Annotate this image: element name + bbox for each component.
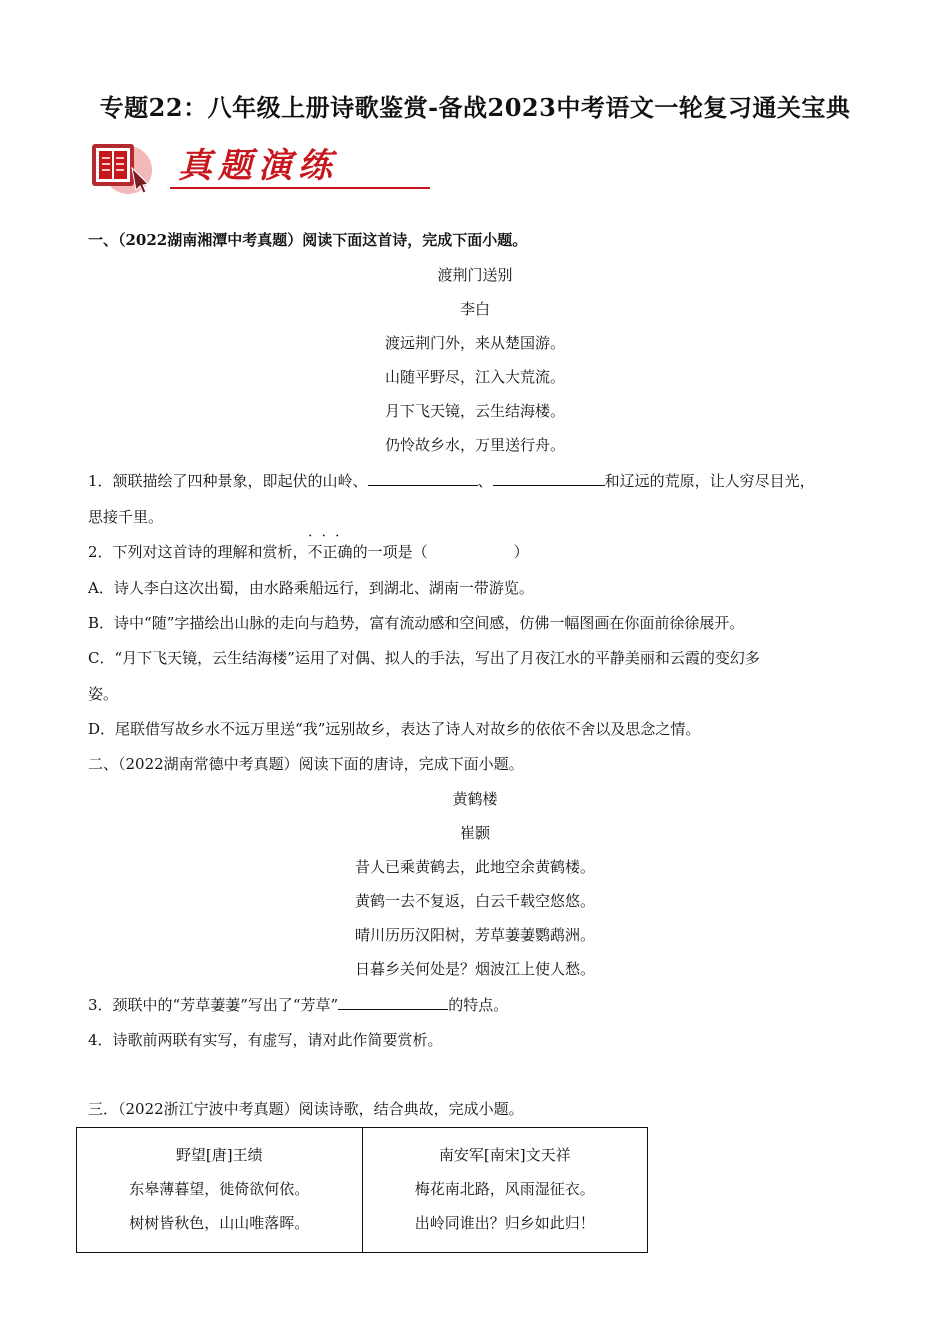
- answer-blank[interactable]: [368, 470, 478, 486]
- question-1: 1．颔联描绘了四种景象，即起伏的山岭、 、 和辽远的荒原，让人穷尽目光，: [88, 472, 815, 490]
- q3-header: 三．（2022浙江宁波中考真题）阅读诗歌，结合典故，完成小题。: [88, 1100, 524, 1118]
- q1-poem-line: 渡远荆门外，来从楚国游。: [384, 334, 565, 352]
- q2-header: 二、（2022湖南常德中考真题）阅读下面的唐诗，完成下面小题。: [88, 755, 524, 773]
- option-a: A．诗人李白这次出蜀，由水路乘船远行，到湖北、湖南一带游览。: [88, 579, 534, 597]
- poem-heading: 南安军[南宋]文天祥: [438, 1146, 571, 1164]
- option-c-cont: 姿。: [88, 685, 119, 703]
- poem-heading: 野望[唐]王绩: [175, 1146, 263, 1164]
- q1-poem-line: 月下飞天镜，云生结海楼。: [384, 402, 565, 420]
- q1-poem-line: 仍怜故乡水，万里送行舟。: [384, 436, 565, 454]
- banner-title: 真题演练: [178, 146, 338, 186]
- emphasis-text: 不正确 • • •: [308, 543, 353, 561]
- q1-poem-line: 山随平野尽，江入大荒流。: [384, 368, 565, 386]
- book-icon: [88, 134, 160, 196]
- section-banner: [88, 134, 348, 196]
- q1-poem-author: 李白: [459, 300, 490, 318]
- q1-poem-title: 渡荆门送别: [437, 266, 513, 284]
- question-3: 3．颈联中的“芳草萋萋”写出了“芳草” 的特点。: [88, 996, 509, 1014]
- answer-blank[interactable]: [493, 470, 605, 486]
- poem-comparison-table: [76, 1127, 648, 1253]
- poem-line: 梅花南北路，风雨湿征衣。: [414, 1180, 595, 1198]
- option-c: C．“月下飞天镜，云生结海楼”运用了对偶、拟人的手法，写出了月夜江水的平静美丽和云霞的变幻多: [88, 649, 760, 667]
- poem-line: 树树皆秋色，山山唯落晖。: [129, 1214, 310, 1232]
- page-title: 专题22：八年级上册诗歌鉴赏-备战2023中考语文一轮复习通关宝典: [99, 93, 851, 122]
- question-4: 4．诗歌前两联有实写，有虚写，请对此作简要赏析。: [88, 1031, 443, 1049]
- question-2: 2．下列对这首诗的理解和赏析，不正确 • • •的一项是（ ）: [88, 541, 529, 562]
- q2-poem-line: 日暮乡关何处是？烟波江上使人愁。: [354, 960, 595, 978]
- poem-cell-left: [77, 1128, 363, 1253]
- poem-line: 东皋薄暮望，徙倚欲何依。: [129, 1180, 310, 1198]
- option-b: B．诗中“随”字描绘出山脉的走向与趋势，富有流动感和空间感，仿佛一幅图画在你面前徐徐展开。: [88, 614, 745, 632]
- q1-header: 一、（2022湖南湘潭中考真题）阅读下面这首诗，完成下面小题。: [88, 231, 528, 249]
- poem-line: 出岭同谁出？归乡如此归！: [414, 1214, 595, 1232]
- question-1-cont: 思接千里。: [88, 508, 164, 526]
- q2-poem-line: 昔人已乘黄鹤去，此地空余黄鹤楼。: [354, 858, 595, 876]
- poem-cell-right: [362, 1128, 648, 1253]
- q2-poem-line: 黄鹤一去不复返，白云千载空悠悠。: [354, 892, 595, 910]
- banner-underline: [170, 187, 430, 189]
- answer-blank[interactable]: [338, 994, 448, 1010]
- q2-poem-title: 黄鹤楼: [452, 790, 498, 808]
- option-d: D．尾联借写故乡水不远万里送“我”远别故乡，表达了诗人对故乡的依依不舍以及思念之情。: [88, 720, 701, 738]
- q2-poem-line: 晴川历历汉阳树，芳草萋萋鹦鹉洲。: [354, 926, 595, 944]
- q2-poem-author: 崔颢: [459, 824, 490, 842]
